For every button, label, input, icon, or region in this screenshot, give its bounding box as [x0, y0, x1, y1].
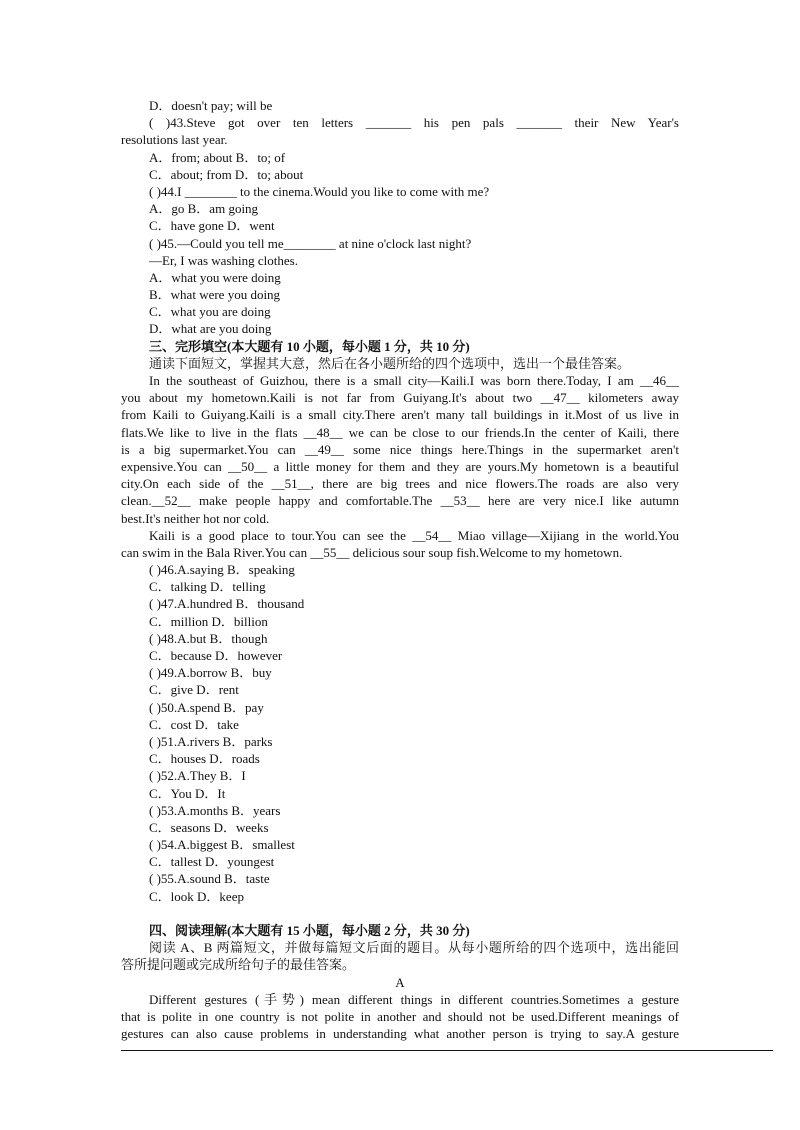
text-line: C．give D．rent [149, 682, 239, 698]
text-line: C．because D．however [149, 648, 283, 663]
text-line: A．from; about B．to; of [149, 149, 286, 165]
text-line: ( )51.A.rivers B．parks [149, 733, 273, 749]
text-line: flats.We like to live in the flats __48__ we can be close to our friends.In the center of Kaili, there [121, 424, 679, 440]
text-line: C．about; from D．to; about [149, 166, 304, 182]
text-line: D．what are you doing [149, 321, 272, 337]
text-line: C．houses D．roads [149, 751, 260, 767]
text-line: ( )46.A.saying B．speaking [149, 562, 295, 578]
text-line: —Er, I was washing clothes. [149, 252, 298, 268]
text-line: ( )54.A.biggest B．smallest [149, 837, 295, 853]
blank-line [121, 905, 679, 922]
text-line: 三、完形填空(本大题有 10 小题，每小题 1 分，共 10 分) [149, 338, 470, 354]
text-line: ( )50.A.spend B．pay [149, 699, 264, 715]
text-line: 四、阅读理解(本大题有 15 小题，每小题 2 分，共 30 分) [149, 923, 470, 938]
text-line: ( )49.A.borrow B．buy [149, 665, 272, 681]
text-line: A．what you were doing [149, 269, 281, 285]
text-line: ( )53.A.months B．years [149, 802, 281, 818]
text-line: expensive.You can __50__ a little money for them and they are yours.My hometown is a beautiful [121, 458, 679, 474]
text-line: ( )52.A.They B．I [149, 768, 246, 784]
document-page [121, 97, 679, 1042]
text-line: C．look D．keep [149, 888, 244, 904]
text-line: ( )43.Steve got over ten letters _______ his pen pals _______ their New Year's [149, 115, 679, 131]
text-line: 通读下面短文，掌握其大意，然后在各小题所给的四个选项中，选出一个最佳答案。 [149, 355, 631, 371]
text-line: can swim in the Bala River.You can __55__ delicious sour soup fish.Welcome to my hometown. [121, 544, 623, 560]
footer-rule [121, 1050, 773, 1051]
text-line: ( )44.I ________ to the cinema.Would you like to come with me? [149, 183, 490, 199]
text-line: gestures can also cause problems in understanding what another person is trying to say.A gesture [121, 1026, 679, 1042]
text-line: ( )45.—Could you tell me________ at nine o'clock last night? [149, 235, 472, 251]
text-line: city.On each side of the __51__, there are big trees and nice flowers.The roads are also very [121, 476, 679, 492]
text-line: C．what you are doing [149, 304, 271, 320]
text-line: C．tallest D．youngest [149, 854, 275, 870]
text-line: C．seasons D．weeks [149, 819, 269, 835]
text-line: In the southeast of Guizhou, there is a small city—Kaili.I was born there.Today, I am __46__ [149, 373, 679, 388]
text-line: ( )48.A.but B．though [149, 630, 268, 646]
text-line: A．go B．am going [149, 201, 259, 217]
text-line: D．doesn't pay; will be [149, 98, 273, 113]
text-line: A [395, 974, 405, 990]
text-line: C．talking D．telling [149, 579, 266, 595]
text-line: C．You D．It [149, 785, 226, 801]
text-line: 阅读 A、B 两篇短文，并做每篇短文后面的题目。从每小题所给的四个选项中，选出能回 [149, 940, 679, 956]
text-line: Different gestures (手势) mean different things in different countries.Sometimes a gesture [149, 991, 679, 1007]
text-line: is a big supermarket.You can __49__ some nice things here.Things in the supermarket aren't [121, 441, 679, 457]
text-line: Kaili is a good place to tour.You can see the __54__ Miao village—Xijiang in the world.You [149, 527, 679, 543]
text-line: ( )55.A.sound B．taste [149, 871, 270, 887]
text-line: from Kaili to Guiyang.Kaili is a small city.There aren't many tall buildings in it.Most of us live in [121, 407, 679, 423]
text-line: clean.__52__ make people happy and comfortable.The __53__ here are very nice.I like autumn [121, 493, 679, 509]
text-line: best.It's neither hot nor cold. [121, 510, 270, 526]
text-line: C．have gone D．went [149, 218, 275, 234]
text-line: you about my hometown.Kaili is not far from Guiyang.It's about two __47__ kilometers away [121, 390, 679, 406]
text-line: resolutions last year. [121, 132, 228, 148]
text-line: that is polite in one country is not polite in another and should not be used.Different meanings of [121, 1008, 679, 1024]
text-line: B．what were you doing [149, 287, 281, 303]
text-line: C．million D．billion [149, 613, 268, 629]
text-line: ( )47.A.hundred B．thousand [149, 596, 305, 612]
text-line: 答所提问题或完成所给句子的最佳答案。 [121, 957, 356, 973]
text-line: C．cost D．take [149, 716, 239, 732]
